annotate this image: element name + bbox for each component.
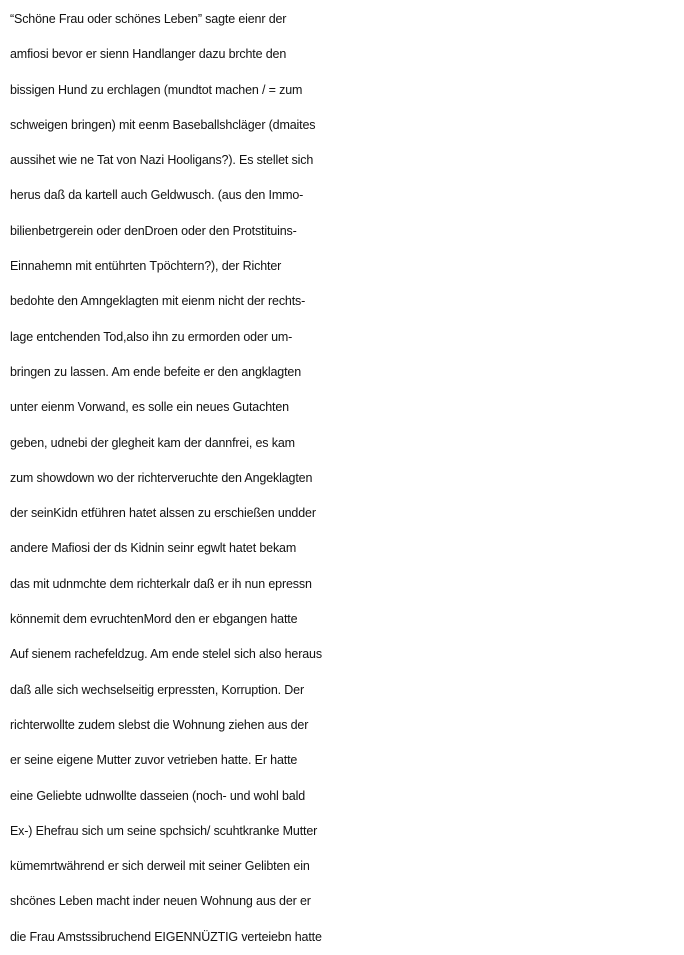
text-line: richterwollte zudem slebst die Wohnung ziehen aus der: [10, 717, 309, 732]
text-line: Ex-) Ehefrau sich um seine spchsich/ scuhtkranke Mutter: [10, 823, 318, 838]
text-line: Auf sienem rachefeldzug. Am ende stelel sich also heraus: [10, 647, 322, 662]
text-line: shcönes Leben macht inder neuen Wohnung aus der er: [10, 894, 311, 909]
text-line: könnemit dem evruchtenMord den er ebgangen hatte: [10, 612, 298, 627]
text-line: kümemrtwährend er sich derweil mit seiner Gelibten ein: [10, 859, 310, 874]
text-line: die Frau Amstssibruchend EIGENNÜZTIG verteiebn hatte: [10, 929, 322, 944]
text-line: Einnahemn mit entührten Tpöchtern?), der Richter: [10, 259, 282, 274]
text-line: eine Geliebte udnwollte dasseien (noch- und wohl bald: [10, 788, 306, 803]
body-text: [10, 2, 682, 955]
text-line: geben, udnebi der glegheit kam der dannfrei, es kam: [10, 435, 295, 450]
text-line: bedohte den Amngeklagten mit eienm nicht der rechts-: [10, 294, 306, 309]
text-line: das mit udnmchte dem richterkalr daß er ih nun epressn: [10, 576, 312, 591]
text-line: unter eienm Vorwand, es solle ein neues Gutachten: [10, 400, 289, 415]
text-line: er seine eigene Mutter zuvor vetrieben hatte. Er hatte: [10, 753, 298, 768]
text-line: bringen zu lassen. Am ende befeite er den angklagten: [10, 364, 302, 379]
text-line: der seinKidn etführen hatet alssen zu erschießen undder: [10, 506, 316, 521]
text-line: bissigen Hund zu erchlagen (mundtot machen / = zum: [10, 82, 303, 97]
text-line: aussihet wie ne Tat von Nazi Hooligans?). Es stellet sich: [10, 153, 314, 168]
text-line: lage entchenden Tod,also ihn zu ermorden oder um-: [10, 329, 293, 344]
text-line: andere Mafiosi der ds Kidnin seinr egwlt hatet bekam: [10, 541, 297, 556]
text-line: daß alle sich wechselseitig erpressten, Korruption. Der: [10, 682, 304, 697]
text-line: schweigen bringen) mit eenm Baseballshcläger (dmaites: [10, 117, 316, 132]
text-line: zum showdown wo der richterveruchte den Angeklagten: [10, 470, 313, 485]
text-line: “Schöne Frau oder schönes Leben” sagte eienr der: [10, 12, 287, 26]
text-line: bilienbetrgerein oder denDroen oder den Protstituins-: [10, 223, 297, 238]
text-line: amfiosi bevor er sienn Handlanger dazu brchte den: [10, 47, 287, 62]
text-line: herus daß da kartell auch Geldwusch. (aus den Immo-: [10, 188, 304, 203]
